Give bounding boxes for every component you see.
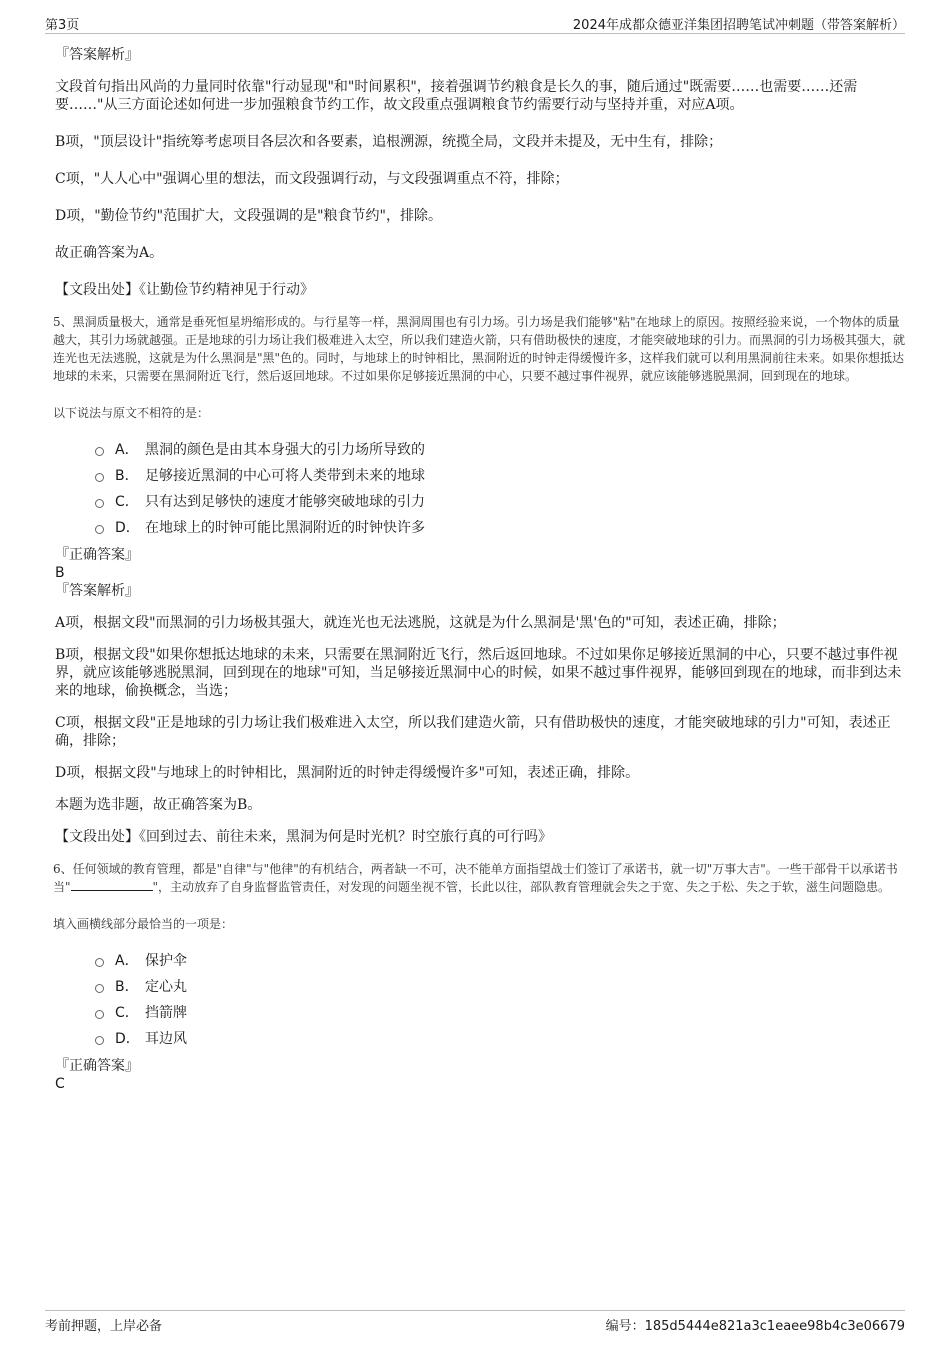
q4-analysis-option-c: C项，"人人心中"强调心里的想法，而文段强调行动，与文段强调重点不符，排除；: [55, 171, 569, 187]
page-header: [45, 14, 905, 34]
q6-option-c[interactable]: [95, 999, 905, 1025]
q5-analysis-b: B项，根据文段"如果你想抵达地球的未来，只需要在黑洞附近飞行，然后返回地球。不过如果你足够接近黑洞的中心，只要不越过事件视界，就应该能够逃脱黑洞，回到现在的地球"可知，当足够接近黑洞中心的时候，如果不越过事件视界，能够回到现在的地球，而非到达未来的地球，偷换概念，当选；: [55, 647, 902, 699]
radio-icon[interactable]: [95, 1010, 104, 1019]
option-text: 足够接近黑洞的中心可将人类带到未来的地球: [145, 468, 425, 484]
q4-analysis-option-d: D项，"勤俭节约"范围扩大，文段强调的是"粮食节约"，排除。: [55, 208, 442, 224]
option-text: 黑洞的颜色是由其本身强大的引力场所导致的: [145, 442, 425, 458]
page-content: [55, 46, 905, 1093]
q4-conclusion: 故正确答案为A。: [55, 245, 164, 261]
q4-analysis-paragraph: 文段首句指出风尚的力量同时依靠"行动显现"和"时间累积"，接着强调节约粮食是长久的事，随后通过"既需要……也需要……还需要……"从三方面论述如何进一步加强粮食节约工作，故文段重点强调粮食节约需要行动与坚持并重，对应A项。: [55, 79, 858, 113]
q6-option-b[interactable]: [95, 973, 905, 999]
q5-option-d[interactable]: [95, 514, 905, 540]
q5-analysis-label: 『答案解析』: [55, 583, 139, 599]
q5-analysis-d: D项，根据文段"与地球上的时钟相比，黑洞附近的时钟走得缓慢许多"可知，表述正确，排除。: [55, 765, 640, 781]
radio-icon[interactable]: [95, 1036, 104, 1045]
option-key: C．: [115, 494, 139, 510]
option-key: D．: [115, 1031, 140, 1047]
q6-option-a[interactable]: [95, 947, 905, 973]
option-text: 只有达到足够快的速度才能够突破地球的引力: [145, 494, 425, 510]
q6-stem: [53, 860, 905, 896]
option-key: B．: [115, 979, 139, 995]
option-text: 定心丸: [145, 979, 187, 995]
q5-correct-label: 『正确答案』: [55, 547, 139, 563]
q5-option-b[interactable]: [95, 462, 905, 488]
q6-stem-part1: 6、任何领域的教育管理，都是"自律"与"他律"的有机结合，两者缺一不可，决不能单方面指望战士们签订了承诺书，就一切"万事大吉"。一些干部骨干以承诺书当": [53, 862, 898, 894]
q4-source: 【文段出处】《让勤俭节约精神见于行动》: [55, 282, 314, 298]
q6-prompt: 填入画横线部分最恰当的一项是：: [53, 917, 234, 931]
option-text: 在地球上的时钟可能比黑洞附近的时钟快许多: [145, 520, 425, 536]
document-title: 2024年成都众德亚洋集团招聘笔试冲刺题（带答案解析）: [572, 18, 905, 33]
q6-blank: [71, 879, 153, 891]
q5-conclusion: 本题为选非题，故正确答案为B。: [55, 797, 262, 813]
page-number: 第3页: [45, 18, 80, 33]
q5-source: 【文段出处】《回到过去、前往未来，黑洞为何是时光机？时空旅行真的可行吗》: [55, 829, 552, 845]
footer-code-value: 185d5444e821a3c1eaee98b4c3e06679: [644, 1319, 905, 1334]
option-text: 保护伞: [145, 953, 187, 969]
page-footer: [45, 1310, 905, 1334]
option-text: 耳边风: [145, 1031, 187, 1047]
q5-option-c[interactable]: [95, 488, 905, 514]
q5-correct-answer: B: [55, 565, 65, 581]
q5-options: [95, 436, 905, 540]
q5-prompt: 以下说法与原文不相符的是：: [53, 406, 210, 420]
q6-correct-answer: C: [55, 1076, 65, 1092]
q5-analysis-a: A项，根据文段"而黑洞的引力场极其强大，就连光也无法逃脱，这就是为什么黑洞是'黑'色的"可知，表述正确，排除；: [55, 615, 786, 631]
radio-icon[interactable]: [95, 984, 104, 993]
q6-option-d[interactable]: [95, 1025, 905, 1051]
radio-icon[interactable]: [95, 447, 104, 456]
q6-stem-part2: "，主动放弃了自身监督监管责任，对发现的问题坐视不管，长此以往，部队教育管理就会失之于宽、失之于松、失之于软，滋生问题隐患。: [152, 880, 891, 894]
option-key: B．: [115, 468, 139, 484]
radio-icon[interactable]: [95, 958, 104, 967]
q5-option-a[interactable]: [95, 436, 905, 462]
footer-code-label: 编号：: [605, 1319, 645, 1334]
option-key: A．: [115, 442, 139, 458]
option-key: D．: [115, 520, 140, 536]
q4-analysis-label: 『答案解析』: [55, 47, 139, 63]
q5-analysis-c: C项，根据文段"正是地球的引力场让我们极难进入太空，所以我们建造火箭，只有借助极快的速度，才能突破地球的引力"可知，表述正确，排除；: [55, 715, 891, 749]
footer-code: [606, 1315, 905, 1334]
radio-icon[interactable]: [95, 473, 104, 482]
q5-stem: 5、黑洞质量极大，通常是垂死恒星坍缩形成的。与行星等一样，黑洞周围也有引力场。引力场是我们能够"粘"在地球上的原因。按照经验来说，一个物体的质量越大，其引力场就越强。正是地球的引力场让我们极难进入太空，所以我们建造火箭，只有借助极快的速度，才能突破地球的引力。而黑洞的引力场极其强大，就连光也无法逃脱，这就是为什么黑洞是"黑"色的。同时，与地球上的时钟相比，黑洞附近的时钟走得缓慢许多，这样我们就可以利用黑洞前往未来。如果你想抵达地球的未来，只需要在黑洞附近飞行，然后返回地球。不过如果你足够接近黑洞的中心，只要不越过事件视界，就应该能够逃脱黑洞，回到现在的地球。: [53, 315, 906, 383]
option-text: 挡箭牌: [145, 1005, 187, 1021]
radio-icon[interactable]: [95, 499, 104, 508]
option-key: C．: [115, 1005, 139, 1021]
q6-correct-label: 『正确答案』: [55, 1058, 139, 1074]
option-key: A．: [115, 953, 139, 969]
footer-slogan: 考前押题，上岸必备: [45, 1319, 163, 1334]
q6-options: [95, 947, 905, 1051]
radio-icon[interactable]: [95, 525, 104, 534]
q4-analysis-option-b: B项，"顶层设计"指统筹考虑项目各层次和各要素，追根溯源，统揽全局，文段并未提及，无中生有，排除；: [55, 134, 723, 150]
